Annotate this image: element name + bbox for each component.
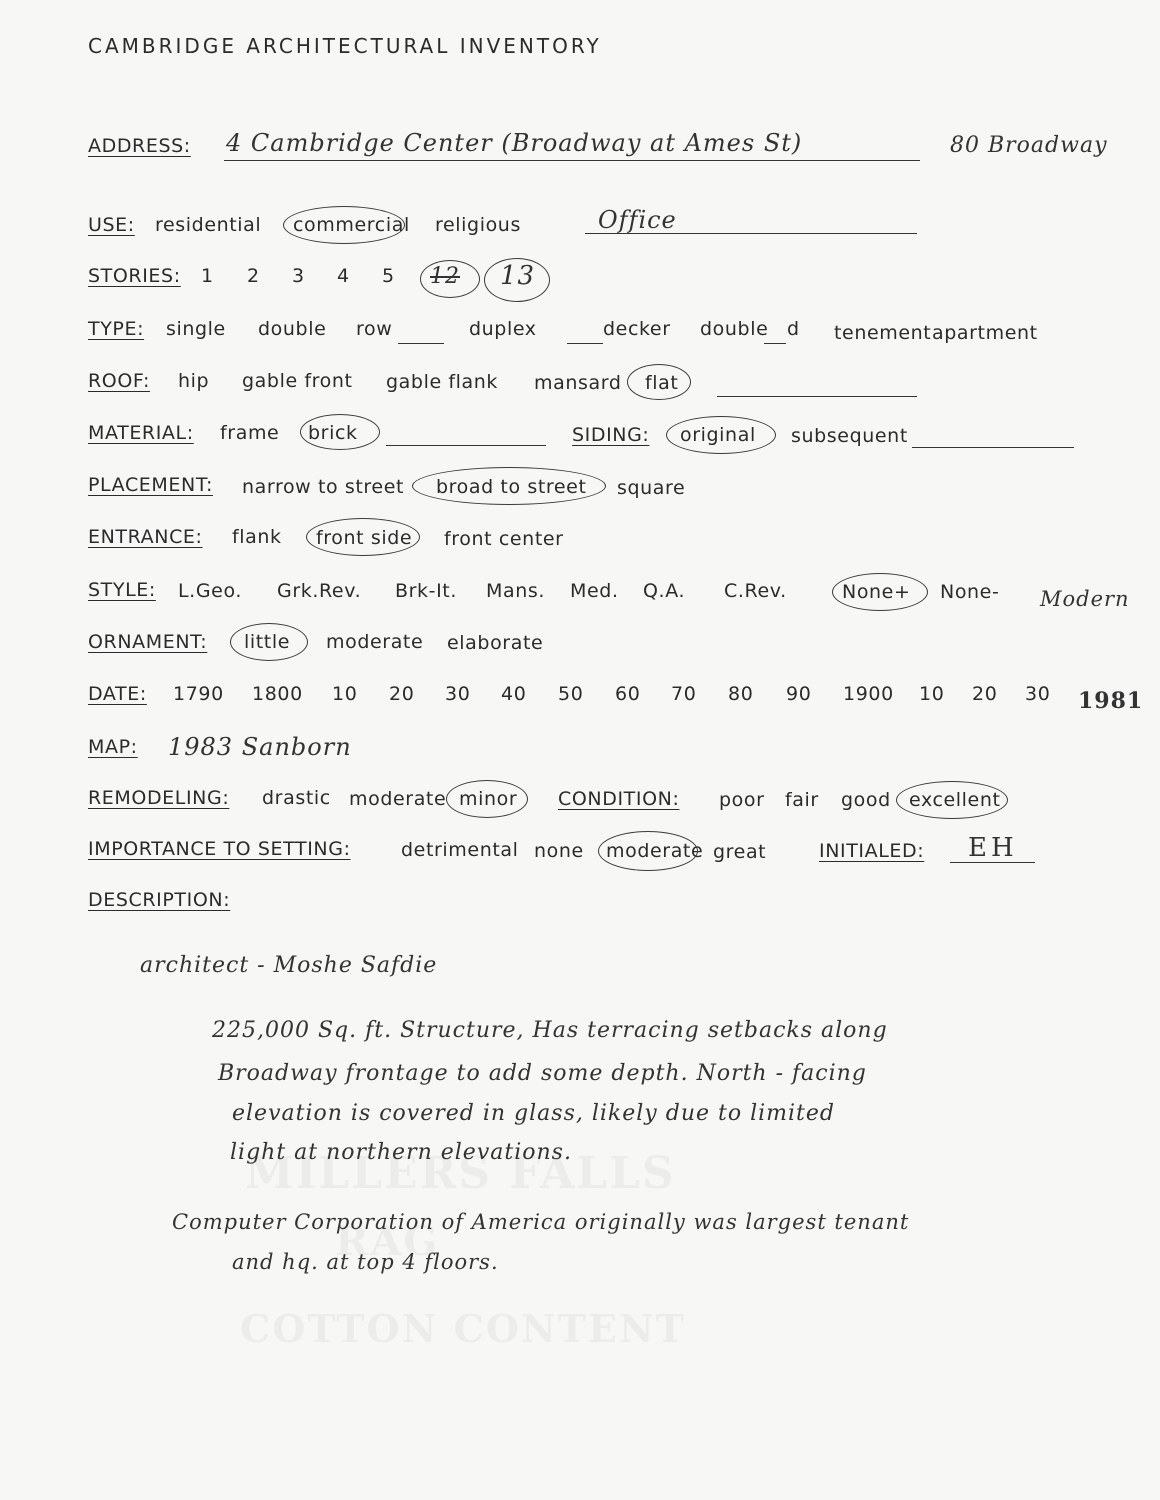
description-line-5: light at northern elevations. xyxy=(230,1140,572,1165)
date-option-1900: 1900 xyxy=(843,683,894,705)
ornament-option-moderate: moderate xyxy=(326,631,424,653)
condition-option-good: good xyxy=(841,789,891,811)
date-option-90: 90 xyxy=(786,683,812,705)
style-written: Modern xyxy=(1040,587,1130,611)
watermark-line-3 xyxy=(240,1310,686,1348)
description-line-7: and hq. at top 4 floors. xyxy=(232,1250,499,1274)
siding-option-original: original xyxy=(680,424,756,446)
importance-label: IMPORTANCE TO SETTING: xyxy=(88,838,351,860)
placement-label: PLACEMENT: xyxy=(88,474,213,496)
address-line xyxy=(224,160,920,161)
initialed-label: INITIALED: xyxy=(819,840,925,862)
description-line-3: Broadway frontage to add some depth. North - facing xyxy=(218,1061,867,1086)
importance-option-moderate: moderate xyxy=(606,840,704,862)
material-option-brick: brick xyxy=(308,422,358,444)
stories-written: 13 xyxy=(500,261,536,291)
stories-crossed-circle xyxy=(420,260,480,298)
style-option-crev: C.Rev. xyxy=(724,580,787,602)
importance-option-detrimental: detrimental xyxy=(401,839,519,861)
roof-option-mansard: mansard xyxy=(534,372,622,394)
ornament-option-elaborate: elaborate xyxy=(447,632,544,654)
importance-option-great: great xyxy=(713,841,767,863)
stories-option-5: 5 xyxy=(382,265,395,287)
map-written: 1983 Sanborn xyxy=(168,733,352,761)
date-option-10: 10 xyxy=(332,683,358,705)
description-line-2: 225,000 Sq. ft. Structure, Has terracing setbacks along xyxy=(212,1018,888,1043)
use-written: Office xyxy=(598,206,677,234)
material-selected-circle xyxy=(300,414,380,450)
roof-option-flat: flat xyxy=(645,372,679,394)
stories-option-1: 1 xyxy=(201,265,214,287)
type-option-duplex: duplex xyxy=(469,318,537,340)
style-option-lgeo: L.Geo. xyxy=(178,580,242,602)
ornament-option-little: little xyxy=(244,631,291,653)
date-option-1910: 10 xyxy=(919,683,945,705)
type-option-double: double xyxy=(258,318,327,340)
placement-selected-circle xyxy=(412,467,606,505)
date-option-30: 30 xyxy=(445,683,471,705)
use-option-religious: religious xyxy=(435,214,521,236)
type-option-apartment: apartment xyxy=(932,322,1038,344)
material-option-frame: frame xyxy=(220,422,280,444)
use-option-commercial: commercial xyxy=(293,214,410,236)
siding-option-subsequent: subsequent xyxy=(791,425,908,447)
entrance-label: ENTRANCE: xyxy=(88,526,203,548)
condition-option-excellent: excellent xyxy=(909,789,1001,811)
type-option-single: single xyxy=(166,318,226,340)
condition-label: CONDITION: xyxy=(558,788,680,810)
stories-crossed: 12 xyxy=(430,264,460,289)
date-option-70: 70 xyxy=(671,683,697,705)
description-line-4: elevation is covered in glass, likely due to limited xyxy=(232,1101,835,1126)
ornament-selected-circle xyxy=(230,623,308,661)
use-selected-circle xyxy=(283,206,405,244)
use-option-residential: residential xyxy=(155,214,262,236)
date-option-50: 50 xyxy=(558,683,584,705)
roof-line xyxy=(717,396,917,397)
initialed-written: EH xyxy=(968,833,1018,863)
entrance-selected-circle xyxy=(306,518,420,556)
date-label: DATE: xyxy=(88,683,147,705)
style-label: STYLE: xyxy=(88,579,156,601)
type-label: TYPE: xyxy=(88,318,145,340)
type-row-blank xyxy=(398,343,444,344)
placement-option-broad: broad to street xyxy=(436,476,587,498)
roof-label: ROOF: xyxy=(88,370,150,392)
form-title: CAMBRIDGE ARCHITECTURAL INVENTORY xyxy=(88,34,602,58)
date-option-1800: 1800 xyxy=(252,683,303,705)
type-option-tenement: tenement xyxy=(834,322,932,344)
type-option-row: row xyxy=(356,318,393,340)
stories-label: STORIES: xyxy=(88,265,181,287)
importance-option-none: none xyxy=(534,840,584,862)
placement-option-square: square xyxy=(617,477,686,499)
condition-selected-circle xyxy=(896,781,1008,819)
material-label: MATERIAL: xyxy=(88,422,194,444)
material-line xyxy=(386,445,546,446)
placement-option-narrow: narrow to street xyxy=(242,476,405,498)
type-option-decker: decker xyxy=(603,318,671,340)
style-selected-circle xyxy=(832,573,928,611)
date-option-60: 60 xyxy=(615,683,641,705)
map-label: MAP: xyxy=(88,736,138,758)
description-line-1: architect - Moshe Safdie xyxy=(140,953,438,978)
roof-selected-circle xyxy=(627,364,691,400)
style-option-mans: Mans. xyxy=(486,580,546,602)
date-option-80: 80 xyxy=(728,683,754,705)
importance-selected-circle xyxy=(598,831,698,871)
siding-selected-circle xyxy=(666,416,776,454)
date-option-1790: 1790 xyxy=(173,683,224,705)
remodeling-option-moderate: moderate xyxy=(349,788,447,810)
entrance-option-front-center: front center xyxy=(444,528,564,550)
remodeling-label: REMODELING: xyxy=(88,787,230,809)
siding-line xyxy=(912,447,1074,448)
ornament-label: ORNAMENT: xyxy=(88,631,208,653)
use-line xyxy=(585,233,917,234)
stories-option-4: 4 xyxy=(337,265,350,287)
roof-option-gable-front: gable front xyxy=(242,370,353,392)
date-option-1920: 20 xyxy=(972,683,998,705)
date-option-1930: 30 xyxy=(1025,683,1051,705)
remodeling-selected-circle xyxy=(446,780,528,818)
type-option-d: d xyxy=(787,318,800,340)
style-option-grkrev: Grk.Rev. xyxy=(277,580,362,602)
address-value: 4 Cambridge Center (Broadway at Ames St) xyxy=(226,129,803,157)
date-option-40: 40 xyxy=(501,683,527,705)
stories-option-2: 2 xyxy=(247,265,260,287)
style-option-none-minus: None- xyxy=(940,581,1000,603)
type-double-d-blank xyxy=(764,343,786,344)
description-line-6: Computer Corporation of America originally was largest tenant xyxy=(172,1210,910,1234)
remodeling-option-drastic: drastic xyxy=(262,787,331,809)
address-label: ADDRESS: xyxy=(88,135,191,157)
style-option-med: Med. xyxy=(570,580,619,602)
entrance-option-front-side: front side xyxy=(316,527,413,549)
stories-option-3: 3 xyxy=(292,265,305,287)
type-decker-blank xyxy=(567,343,603,344)
condition-option-fair: fair xyxy=(785,789,819,811)
style-option-brkit: Brk-It. xyxy=(395,580,457,602)
condition-option-poor: poor xyxy=(719,789,765,811)
stories-written-circle xyxy=(484,258,550,302)
remodeling-option-minor: minor xyxy=(459,788,518,810)
address-alt: 80 Broadway xyxy=(950,133,1108,158)
entrance-option-flank: flank xyxy=(232,526,282,548)
date-option-20: 20 xyxy=(389,683,415,705)
siding-label: SIDING: xyxy=(572,424,650,446)
use-label: USE: xyxy=(88,214,135,236)
date-written: 1981 xyxy=(1078,688,1144,714)
type-option-double-d: double xyxy=(700,318,769,340)
style-option-qa: Q.A. xyxy=(643,580,686,602)
roof-option-hip: hip xyxy=(178,370,210,392)
style-option-none-plus: None+ xyxy=(842,581,911,603)
description-label: DESCRIPTION: xyxy=(88,889,231,911)
roof-option-gable-flank: gable flank xyxy=(386,371,499,393)
initialed-line xyxy=(950,862,1035,863)
